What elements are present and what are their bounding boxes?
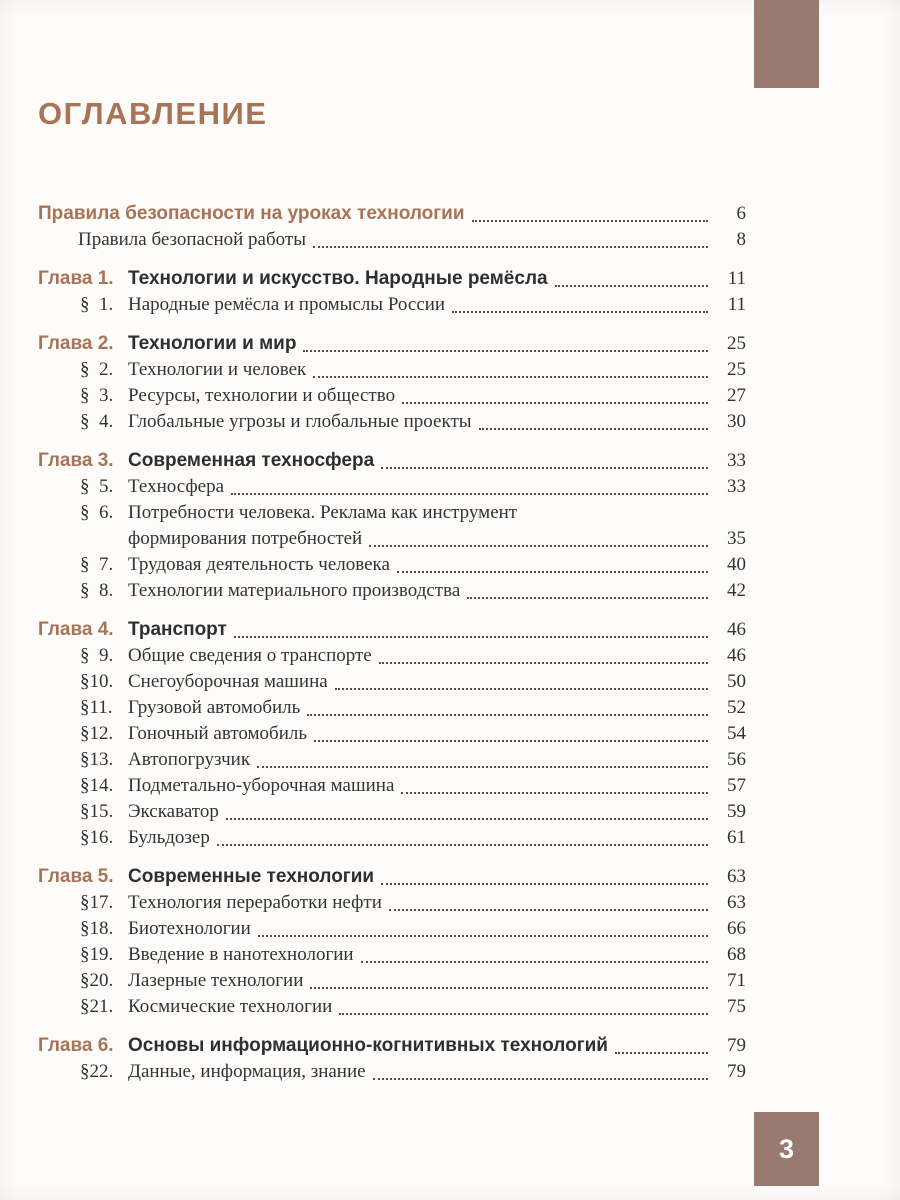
entry-prefix: § 3. bbox=[80, 385, 114, 406]
toc-entry bbox=[38, 916, 746, 942]
entry-label: Гоночный автомобиль bbox=[128, 723, 308, 744]
entry-page: 79 bbox=[727, 1061, 746, 1082]
entry-label: Автопогрузчик bbox=[128, 749, 251, 770]
entry-label: Технологии материального производства bbox=[128, 580, 461, 601]
entry-label: Транспорт bbox=[128, 619, 227, 640]
entry-prefix: § 6. bbox=[80, 502, 114, 523]
toc-entry-line bbox=[80, 721, 746, 747]
toc-entry-line bbox=[38, 448, 746, 474]
entry-page: 50 bbox=[727, 671, 746, 692]
entry-page: 71 bbox=[727, 970, 746, 991]
entry-page: 59 bbox=[727, 801, 746, 822]
toc-entry-line bbox=[80, 669, 746, 695]
dot-leader bbox=[303, 350, 708, 352]
entry-label: Современная техносфера bbox=[128, 450, 375, 471]
dot-leader bbox=[555, 285, 708, 287]
entry-label: Лазерные технологии bbox=[128, 970, 304, 991]
dot-leader bbox=[217, 844, 708, 846]
entry-prefix: §10. bbox=[80, 671, 114, 692]
toc-entry bbox=[38, 331, 746, 357]
toc-entry-line bbox=[38, 331, 746, 357]
entry-prefix: §15. bbox=[80, 801, 114, 822]
toc-entry-line bbox=[38, 1033, 746, 1059]
dot-leader bbox=[401, 792, 708, 794]
toc-entry-line bbox=[80, 578, 746, 604]
entry-page: 33 bbox=[727, 450, 746, 471]
toc-entry bbox=[38, 227, 746, 253]
toc-entry-line bbox=[80, 825, 746, 851]
toc-entry bbox=[38, 643, 746, 669]
toc-entry-line bbox=[80, 500, 746, 526]
toc-entry bbox=[38, 994, 746, 1020]
toc-entry bbox=[38, 448, 746, 474]
dot-leader bbox=[313, 376, 708, 378]
toc-entry bbox=[38, 669, 746, 695]
entry-label: Технологии и мир bbox=[128, 333, 297, 354]
toc-entry-line bbox=[80, 474, 746, 500]
entry-prefix: Глава 2. bbox=[38, 333, 114, 354]
toc-entry-line bbox=[80, 292, 746, 318]
toc-entry-line bbox=[80, 695, 746, 721]
toc-entry-line bbox=[80, 994, 746, 1020]
entry-page: 6 bbox=[736, 203, 746, 224]
dot-leader bbox=[381, 883, 708, 885]
entry-prefix: Глава 6. bbox=[38, 1035, 114, 1056]
entry-label: Общие сведения о транспорте bbox=[128, 645, 372, 666]
entry-page: 25 bbox=[727, 359, 746, 380]
toc-entry bbox=[38, 968, 746, 994]
entry-page: 56 bbox=[727, 749, 746, 770]
toc-entry bbox=[38, 474, 746, 500]
toc-entry-line bbox=[38, 266, 746, 292]
toc-entry bbox=[38, 864, 746, 890]
entry-page: 8 bbox=[736, 229, 746, 250]
toc-entry bbox=[38, 942, 746, 968]
entry-page: 25 bbox=[727, 333, 746, 354]
entry-page: 46 bbox=[727, 619, 746, 640]
dot-leader bbox=[373, 1078, 708, 1080]
entry-page: 40 bbox=[727, 554, 746, 575]
toc-entry-line bbox=[80, 1059, 746, 1085]
entry-prefix: § 1. bbox=[80, 294, 114, 315]
entry-page: 61 bbox=[727, 827, 746, 848]
entry-prefix: §16. bbox=[80, 827, 114, 848]
dot-leader bbox=[452, 311, 708, 313]
entry-prefix: §18. bbox=[80, 918, 114, 939]
entry-prefix: §20. bbox=[80, 970, 114, 991]
toc-entry bbox=[38, 292, 746, 318]
entry-label: Биотехнологии bbox=[128, 918, 251, 939]
entry-label: Технологии и искусство. Народные ремёсла bbox=[128, 268, 548, 289]
toc-entry bbox=[38, 1059, 746, 1085]
entry-label: Технологии и человек bbox=[128, 359, 307, 380]
entry-prefix: Глава 5. bbox=[38, 866, 114, 887]
entry-label: Космические технологии bbox=[128, 996, 333, 1017]
dot-leader bbox=[472, 220, 708, 222]
toc-list bbox=[38, 188, 746, 1085]
dot-leader bbox=[310, 987, 708, 989]
entry-page: 63 bbox=[727, 866, 746, 887]
toc-entry bbox=[38, 890, 746, 916]
entry-page: 66 bbox=[727, 918, 746, 939]
entry-prefix: §14. bbox=[80, 775, 114, 796]
dot-leader bbox=[397, 571, 708, 573]
entry-prefix: § 5. bbox=[80, 476, 114, 497]
toc-entry bbox=[38, 552, 746, 578]
dot-leader bbox=[369, 545, 708, 547]
entry-label: Современные технологии bbox=[128, 866, 375, 887]
entry-page: 79 bbox=[727, 1035, 746, 1056]
entry-page: 75 bbox=[727, 996, 746, 1017]
page-number: 3 bbox=[778, 1133, 795, 1164]
entry-label: Техносфера bbox=[128, 476, 225, 497]
page-title: ОГЛАВЛЕНИЕ bbox=[38, 96, 268, 131]
entry-label: Снегоуборочная машина bbox=[128, 671, 328, 692]
dot-leader bbox=[389, 909, 708, 911]
entry-label: Глобальные угрозы и глобальные проекты bbox=[128, 411, 472, 432]
dot-leader bbox=[226, 818, 708, 820]
dot-leader bbox=[379, 662, 708, 664]
page-number-block bbox=[754, 1112, 819, 1186]
dot-leader bbox=[381, 467, 708, 469]
entry-label: Экскаватор bbox=[128, 801, 219, 822]
entry-label: Потребности человека. Реклама как инструмент bbox=[128, 502, 518, 523]
entry-prefix: Глава 1. bbox=[38, 268, 114, 289]
dot-leader bbox=[339, 1013, 708, 1015]
entry-page: 33 bbox=[727, 476, 746, 497]
dot-leader bbox=[479, 428, 708, 430]
toc-entry bbox=[38, 357, 746, 383]
toc-entry bbox=[38, 201, 746, 227]
entry-label: Правила безопасности на уроках технологии bbox=[38, 203, 465, 224]
entry-page: 63 bbox=[727, 892, 746, 913]
dot-leader bbox=[257, 766, 708, 768]
entry-prefix: §13. bbox=[80, 749, 114, 770]
entry-label: Введение в нанотехнологии bbox=[128, 944, 354, 965]
entry-label: Народные ремёсла и промыслы России bbox=[128, 294, 446, 315]
toc-entry bbox=[38, 409, 746, 435]
entry-page: 42 bbox=[727, 580, 746, 601]
toc-entry-line bbox=[80, 890, 746, 916]
toc-entry bbox=[38, 578, 746, 604]
entry-prefix: §21. bbox=[80, 996, 114, 1017]
entry-page: 68 bbox=[727, 944, 746, 965]
toc-entry bbox=[38, 500, 746, 552]
toc-entry-line bbox=[80, 747, 746, 773]
entry-prefix: § 2. bbox=[80, 359, 114, 380]
toc-entry-line bbox=[38, 617, 746, 643]
entry-prefix: §19. bbox=[80, 944, 114, 965]
entry-prefix: §11. bbox=[80, 697, 113, 718]
dot-leader bbox=[335, 688, 708, 690]
toc-entry-line bbox=[80, 526, 746, 552]
dot-leader bbox=[307, 714, 708, 716]
toc-entry-line bbox=[80, 643, 746, 669]
entry-prefix: §17. bbox=[80, 892, 114, 913]
entry-page: 30 bbox=[727, 411, 746, 432]
entry-label: Подметально-уборочная машина bbox=[128, 775, 395, 796]
entry-label: Трудовая деятельность человека bbox=[128, 554, 390, 575]
toc-entry bbox=[38, 721, 746, 747]
toc-entry bbox=[38, 266, 746, 292]
entry-label: Бульдозер bbox=[128, 827, 210, 848]
toc-entry bbox=[38, 825, 746, 851]
entry-page: 27 bbox=[727, 385, 746, 406]
dot-leader bbox=[231, 493, 708, 495]
dot-leader bbox=[361, 961, 708, 963]
toc-entry bbox=[38, 617, 746, 643]
dot-leader bbox=[615, 1052, 708, 1054]
entry-label: Правила безопасной работы bbox=[78, 229, 306, 250]
entry-prefix: § 7. bbox=[80, 554, 114, 575]
decor-stripe-top bbox=[754, 0, 819, 88]
entry-prefix: §22. bbox=[80, 1061, 114, 1082]
entry-prefix: §12. bbox=[80, 723, 114, 744]
toc-entry bbox=[38, 695, 746, 721]
entry-label: Ресурсы, технологии и общество bbox=[128, 385, 396, 406]
toc-entry bbox=[38, 773, 746, 799]
dot-leader bbox=[258, 935, 708, 937]
toc-entry-line bbox=[38, 201, 746, 227]
entry-prefix: § 4. bbox=[80, 411, 114, 432]
dot-leader bbox=[467, 597, 708, 599]
entry-prefix: § 8. bbox=[80, 580, 114, 601]
toc-entry-line bbox=[80, 916, 746, 942]
dot-leader bbox=[402, 402, 708, 404]
toc-entry-line bbox=[80, 552, 746, 578]
entry-page: 35 bbox=[727, 528, 746, 549]
entry-page: 52 bbox=[727, 697, 746, 718]
entry-label: Основы информационно-когнитивных технологий bbox=[128, 1035, 608, 1056]
toc-entry-line bbox=[80, 383, 746, 409]
toc-entry-line bbox=[80, 409, 746, 435]
toc-entry-line bbox=[38, 864, 746, 890]
dot-leader bbox=[313, 246, 708, 248]
toc-entry bbox=[38, 1033, 746, 1059]
dot-leader bbox=[234, 636, 708, 638]
toc-entry-line bbox=[80, 799, 746, 825]
entry-page: 11 bbox=[727, 268, 746, 289]
toc-entry-line bbox=[80, 968, 746, 994]
toc-entry-line bbox=[78, 227, 746, 253]
toc-entry-line bbox=[80, 942, 746, 968]
toc-entry bbox=[38, 747, 746, 773]
entry-label: Грузовой автомобиль bbox=[128, 697, 301, 718]
entry-label: формирования потребностей bbox=[128, 528, 363, 549]
entry-page: 11 bbox=[727, 294, 746, 315]
toc-entry bbox=[38, 799, 746, 825]
entry-label: Данные, информация, знание bbox=[128, 1061, 366, 1082]
entry-prefix: Глава 4. bbox=[38, 619, 114, 640]
entry-page: 57 bbox=[727, 775, 746, 796]
dot-leader bbox=[314, 740, 708, 742]
toc-entry-line bbox=[80, 773, 746, 799]
entry-label: Технология переработки нефти bbox=[128, 892, 382, 913]
entry-prefix: Глава 3. bbox=[38, 450, 114, 471]
entry-page: 54 bbox=[727, 723, 746, 744]
entry-page: 46 bbox=[727, 645, 746, 666]
toc-entry bbox=[38, 383, 746, 409]
toc-entry-line bbox=[80, 357, 746, 383]
entry-prefix: § 9. bbox=[80, 645, 114, 666]
